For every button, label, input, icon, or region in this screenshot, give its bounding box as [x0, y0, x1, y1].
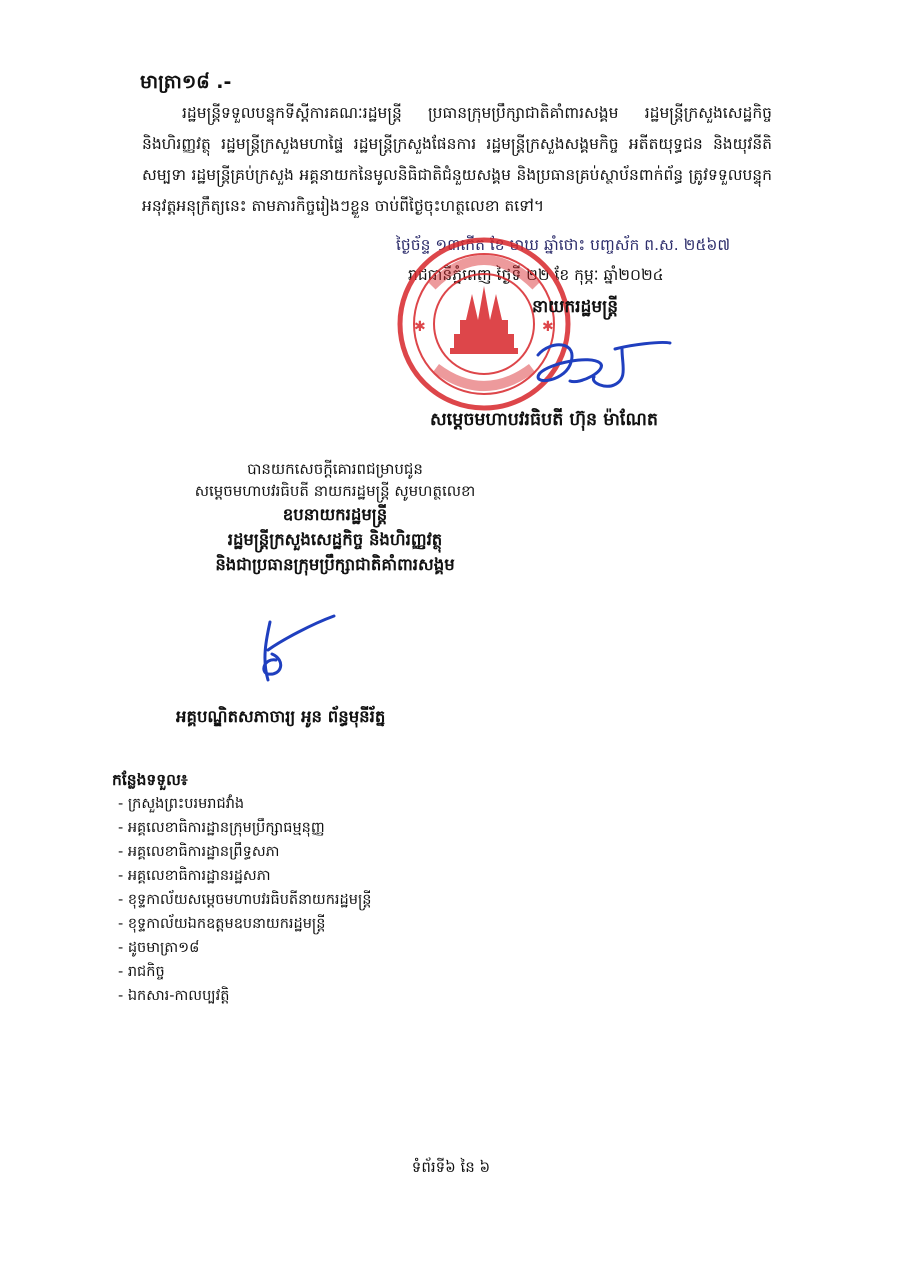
- signatory-title: នាយករដ្ឋមន្ត្រី: [532, 297, 618, 317]
- deputy-title: ឧបនាយករដ្ឋមន្ត្រី: [282, 505, 388, 524]
- lunar-date: ថ្ងៃច័ន្ទ ១៣កើត ខែ មាឃ ឆ្នាំថោះ បញ្ចស័ក ព.ស. ២៥៦៧: [396, 236, 731, 254]
- deputy-role: រដ្ឋមន្ត្រីក្រសួងសេដ្ឋកិច្ច និងហិរញ្ញវត្ថុ: [227, 530, 443, 549]
- article-body: រដ្ឋមន្ត្រីទទួលបន្ទុកទីស្តីការគណៈរដ្ឋមន្ត្រី ប្រធានក្រុមប្រឹក្សាជាតិគាំពារសង្គម រដ្ឋមន្ត្រីក្រសួងសេដ្ឋកិច្ច និងហិរញ្ញវត្ថុ រដ្ឋមន្ត្រីក្រសួងមហាផ្ទៃ រដ្ឋមន្ត្រីក្រសួងផែនការ រដ្ឋមន្ត្រីក្រសួងសង្គមកិច្ច អតីតយុទ្ធជន និងយុវនីតិសម្បទា រដ្ឋមន្ត្រីគ្រប់ក្រសួង អគ្គនាយកនៃមូលនិធិជាតិជំនួយសង្គម និងប្រធានគ្រប់ស្ថាប័នពាក់ព័ន្ធ ត្រូវទទួលបន្ទុកអនុវត្តអនុក្រឹត្យនេះ តាមភារកិច្ចរៀងៗខ្លួន ចាប់ពីថ្ងៃចុះហត្ថលេខា តទៅ។: [142, 104, 772, 215]
- recipient-item: - អគ្គលេខាធិការដ្ឋានព្រឹទ្ធសភា: [112, 840, 371, 864]
- recipients-list: [112, 768, 371, 1008]
- presentation-line: សម្តេចមហាបវរធិបតី នាយករដ្ឋមន្ត្រី សូមហត្ថលេខា: [194, 482, 476, 500]
- recipient-item: - ខុទ្ទកាល័យឯកឧត្តមឧបនាយករដ្ឋមន្ត្រី: [112, 912, 371, 936]
- deputy-role-2: និងជាប្រធានក្រុមប្រឹក្សាជាតិគាំពារសង្គម: [215, 555, 455, 574]
- article-title: មាត្រា១៨ .-: [140, 71, 232, 93]
- page-number: ទំព័រទី៦ នៃ ៦: [411, 1158, 491, 1176]
- deputy-signature: [252, 610, 342, 690]
- presentation-line: បានយកសេចក្តីគោរពជម្រាបជូន: [247, 460, 423, 478]
- recipient-item: - ខុទ្ទកាល័យសម្តេចមហាបវរធិបតីនាយករដ្ឋមន្ត្រី: [112, 888, 371, 912]
- recipient-item: - អគ្គលេខាធិការដ្ឋានរដ្ឋសភា: [112, 864, 371, 888]
- prime-minister-signature: [510, 335, 680, 395]
- recipient-item: - ក្រសួងព្រះបរមរាជវាំង: [112, 792, 371, 816]
- deputy-name: អគ្គបណ្ឌិតសភាចារ្យ អូន ព័ន្ធមុនីរ័ត្ន: [176, 707, 386, 726]
- svg-text:✱: ✱: [414, 319, 426, 335]
- signatory-name: សម្តេចមហាបវរធិបតី ហ៊ុន ម៉ាណែត: [430, 410, 658, 430]
- recipient-item: - រាជកិច្ច: [112, 960, 371, 984]
- recipients-title: កន្លែងទទួល៖: [112, 771, 188, 789]
- presentation-block: [100, 458, 570, 577]
- svg-text:✱: ✱: [542, 319, 554, 335]
- solar-date: រាជធានីភ្នំពេញ ថ្ងៃទី ២២ ខែ កុម្ភៈ ឆ្នាំ២០២៤: [408, 266, 664, 284]
- recipient-item: - ឯកសារ-កាលប្បវត្តិ: [112, 984, 371, 1008]
- recipient-item: - ដូចមាត្រា១៨: [112, 936, 371, 960]
- recipient-item: - អគ្គលេខាធិការដ្ឋានក្រុមប្រឹក្សាធម្មនុញ្ញ: [112, 816, 371, 840]
